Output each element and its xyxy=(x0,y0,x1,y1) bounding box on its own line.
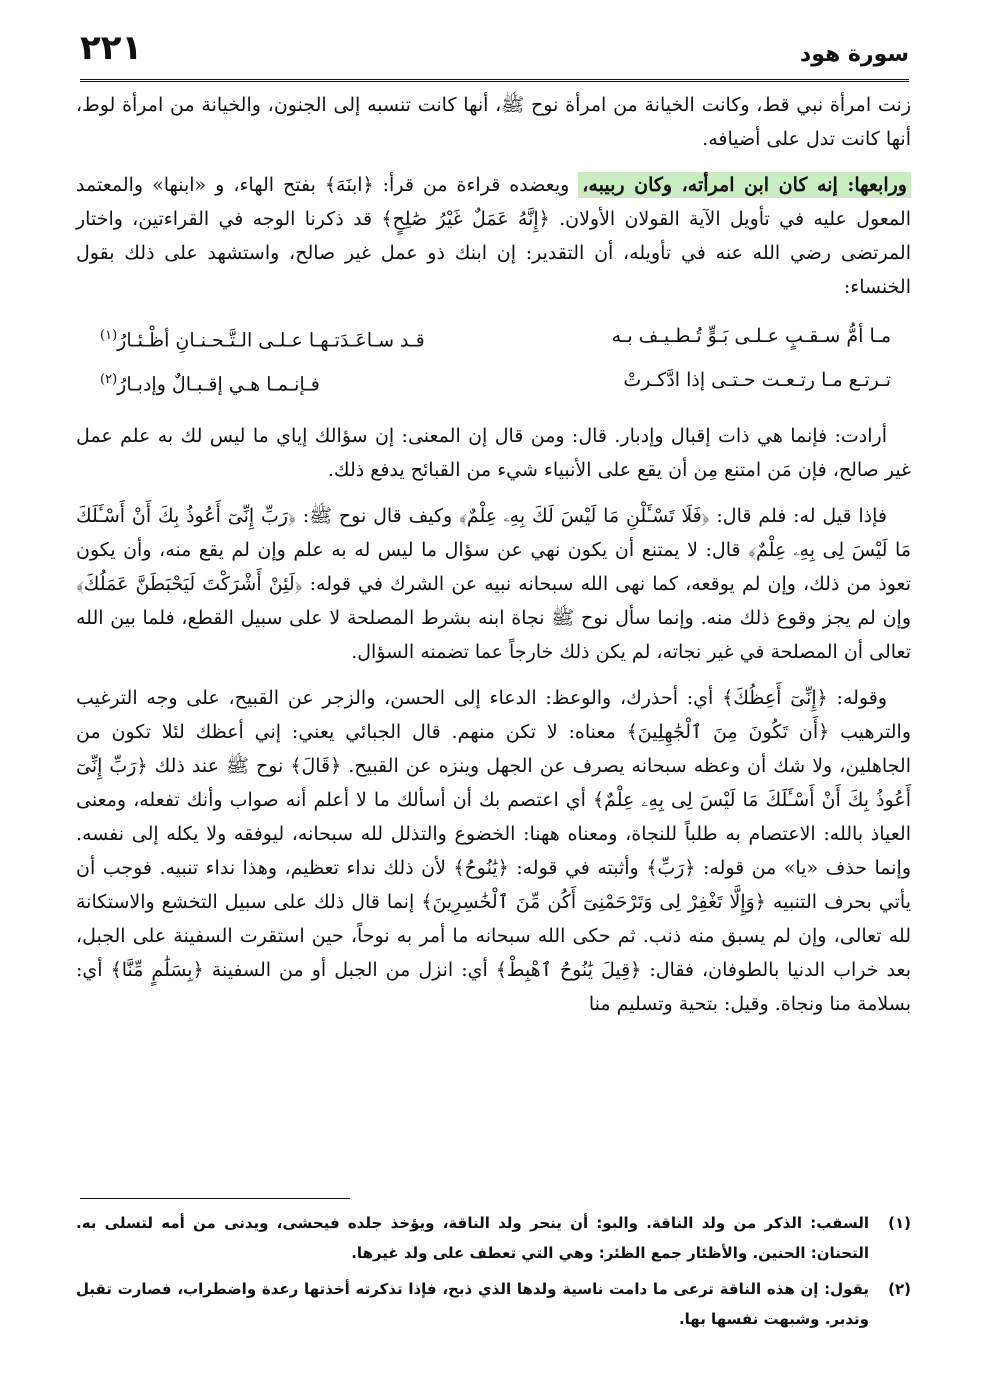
poem xyxy=(76,316,891,405)
header-rule xyxy=(80,79,909,82)
poem-first-hemistich: مـا أمُّ سـقـبٍ عـلـى بَـوٍّ تُـطـيـف بـه xyxy=(611,325,891,347)
footnote xyxy=(76,1274,911,1334)
footnote-rule xyxy=(80,1198,350,1199)
hemistich-text: قـد سـاعَـدَتـهـا عـلـى الـتَّـحـنـانِ أظْـئـارُ xyxy=(117,329,425,352)
paragraph: فإذا قيل له: فلم قال: ﴿فَلَا تَسْـَٔلْنِ مَا لَيْسَ لَكَ بِهِۦ عِلْمٌ﴾ وكيف قال نوح ﷺ: ﴿رَبِّ إِنِّىٓ أَعُوذُ بِكَ أَنْ أَسْـَٔلَكَ مَا لَيْسَ لِى بِهِۦ عِلْمٌ﴾ قال: لا يمتنع أن يكون نهي عن سؤال ما ليس له به علم وإن لم يقع منه، وأن يكون تعوذ من ذلك، وإن لم يوقعه، كما نهى الله سبحانه نبيه عن الشرك في قوله: ﴿لَئِنْ أَشْرَكْتَ لَيَحْبَطَنَّ عَمَلُكَ﴾ وإن لم يجز وقوع ذلك منه. وإنما سأل نوح ﷺ نجاة ابنه بشرط المصلحة لا على سبيل القطع، فلما بين الله تعالى أن المصلحة في غير نجاته، لم يكن ذلك خارجاً عما تضمنه السؤال. xyxy=(76,504,911,663)
footnote xyxy=(76,1208,911,1268)
poem-second-hemistich xyxy=(100,360,464,404)
main-text xyxy=(76,88,911,1033)
page-header xyxy=(80,28,909,76)
highlighted-text: ورابعها: إنه كان ابن امرأته، وكان ربيبه، xyxy=(578,172,911,198)
footnote-text: يقول: إن هذه الناقة ترعى ما دامت ناسية ولدها الذي ذبح، فإذا تذكرته أخذتها رعدة واضطراب، فصارت تقبل وتدبر. وشبهت نفسها بها. xyxy=(76,1280,869,1328)
footnote-ref: (٢) xyxy=(100,372,118,388)
hemistich-text: فـإنـمـا هـي إقـبـالٌ وإدبـارُ xyxy=(117,373,320,396)
paragraph xyxy=(76,168,911,304)
poem-second-hemistich xyxy=(100,316,464,360)
running-title: سورة هود xyxy=(799,42,909,67)
footnote-number: (٢) xyxy=(888,1280,911,1298)
footnote-ref: (١) xyxy=(100,328,118,343)
poem-verse xyxy=(76,360,891,404)
footnotes xyxy=(76,1208,911,1340)
footnote-text: السقب: الذكر من ولد الناقة. والبو: أن ينحر ولد الناقة، ويؤخذ جلده فيحشى، ويدنى من أمه لتسلى به. التحنان: الحنين. والأظئار جمع الظئر: وهي التي تعطف على ولد غيرها. xyxy=(76,1214,869,1262)
paragraph: وقوله: ﴿إِنِّىٓ أَعِظُكَ﴾ أي: أحذرك، والوعظ: الدعاء إلى الحسن، والزجر عن القبيح، على وجه الترغيب والترهيب ﴿أَن تَكُونَ مِنَ ٱلْجَٰهِلِينَ﴾ معناه: لا تكن منهم. قال الجبائي يعني: إني أعظك لئلا تكون من الجاهلين، ولا شك أن وعظه سبحانه يصرف عن الجهل وينزه عن القبيح. ﴿قَالَ﴾ نوح ﷺ عند ذلك ﴿رَبِّ إِنِّىٓ أَعُوذُ بِكَ أَنْ أَسْـَٔلَكَ مَا لَيْسَ لِى بِهِۦ عِلْمٌ﴾ أي اعتصم بك أن أسألك ما لا أعلم أنه صواب وأنك تفعله، ومعنى العياذ بالله: الاعتصام به طلباً للنجاة، ومعناه ههنا: الخضوع والتذلل لله سبحانه، ليوفقه ولا يكله إلى نفسه. وإنما حذف «يا» من قوله: ﴿رَبِّ﴾ وأثبته في قوله: ﴿يَٰنُوحُ﴾ لأن ذلك نداء تعظيم، وهذا نداء تنبيه. فوجب أن يأتي بحرف التنبيه ﴿وَإِلَّا تَغْفِرْ لِى وَتَرْحَمْنِىٓ أَكُن مِّنَ ٱلْخَٰسِرِينَ﴾ إنما قال ذلك على سبيل التخشع والاستكانة لله تعالى، وإن لم يسبق منه ذنب. ثم حكى الله سبحانه ما أمر به نوحاً، حين استقرت السفينة على الجبل، بعد خراب الدنيا بالطوفان، فقال: ﴿قِيلَ يَٰنُوحُ ٱهْبِطْ﴾ أي: انزل من الجبل أو من السفينة ﴿بِسَلَٰمٍ مِّنَّا﴾ أي: بسلامة منا ونجاة. وقيل: بتحية وتسليم منا xyxy=(76,686,911,1015)
poem-first-hemistich: تـرتـع مـا رتـعـت حـتـى إذا ادَّكـرتْ xyxy=(623,369,891,392)
poem-verse xyxy=(76,316,891,360)
page-number: ٢٢١ xyxy=(80,28,143,68)
paragraph-text: ويعضده قراءة من قرأ: ﴿ابنَهَ﴾ بفتح الهاء، و «ابنها» والمعتمد المعول عليه في تأويل الآية القولان الأولان. ﴿إِنَّهُ عَمَلٌ غَيْرُ صَٰلِحٍ﴾ قد ذكرنا الوجه في القراءتين، واختار المرتضى رضي الله عنه في تأويله، أن التقدير: إن ابنك ذو عمل غير صالح، واستشهد على ذلك بقول الخنساء: xyxy=(76,174,911,298)
paragraph: زنت امرأة نبي قط، وكانت الخيانة من امرأة نوح ﷺ، أنها كانت تنسبه إلى الجنون، والخيانة من امرأة لوط، أنها كانت تدل على أضيافه. xyxy=(76,94,911,150)
paragraph: أرادت: فإنما هي ذات إقبال وإدبار. قال: ومن قال إن المعنى: إن سؤالك إياي ما ليس لك به علم عمل غير صالح، فإن مَن امتنع مِن أن يقع على الأنبياء شيء من القبائح يدفع ذلك. xyxy=(76,424,911,481)
footnote-number: (١) xyxy=(888,1214,911,1232)
